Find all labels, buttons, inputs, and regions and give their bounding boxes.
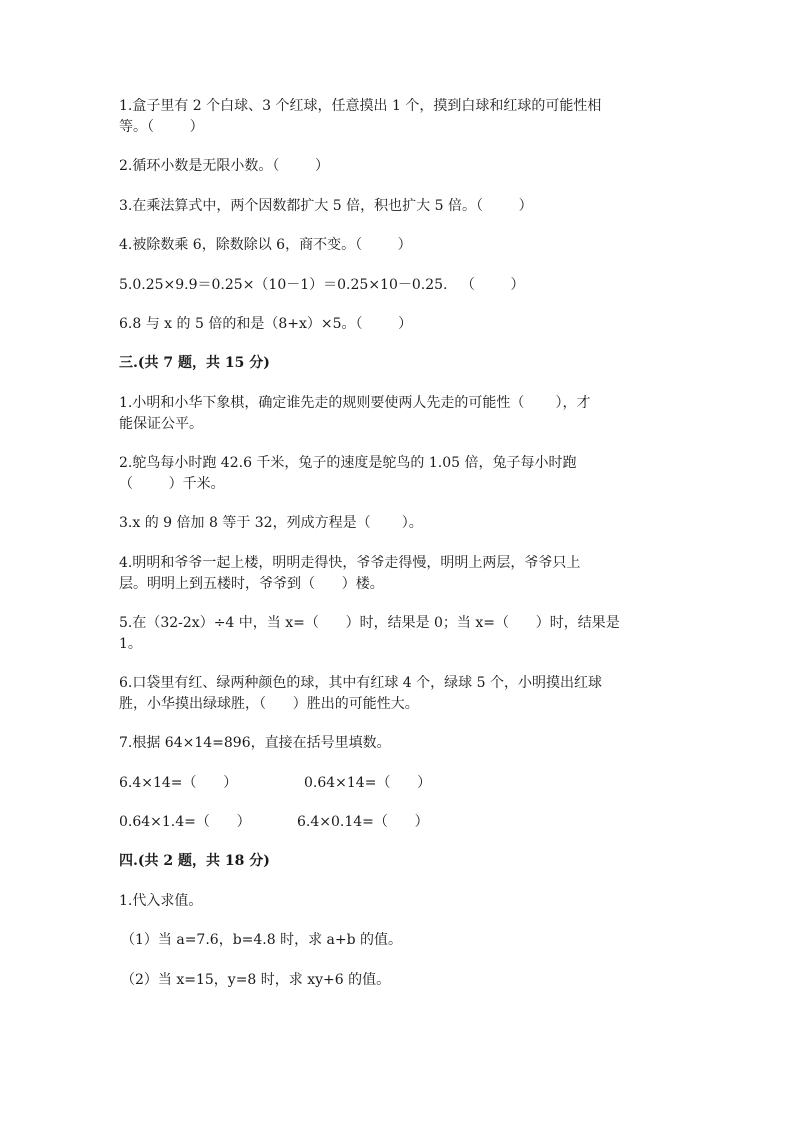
judge-q1-line2: 等。（ ） [119, 119, 204, 135]
fill-q2-line1: 2.鸵鸟每小时跑 42.6 千米，兔子的速度是鸵鸟的 1.05 倍，兔子每小时跑 [119, 455, 577, 471]
fill-q5-line1: 5.在（32-2x）÷4 中，当 x=（ ）时，结果是 0；当 x=（ ）时，结果是 [119, 615, 620, 631]
fill-q1-line1: 1.小明和小华下象棋，确定谁先走的规则要使两人先走的可能性（ ），才 [119, 395, 591, 411]
fill-q3: 3.x 的 9 倍加 8 等于 32，列成方程是（ ）。 [119, 515, 423, 531]
fill-q6-line2: 胜，小华摸出绿球胜，（ ）胜出的可能性大。 [119, 696, 419, 712]
fill-q4-line2: 层。明明上到五楼时，爷爷到（ ）楼。 [119, 576, 384, 592]
judge-q2: 2.循环小数是无限小数。（ ） [119, 158, 329, 174]
fill-q7-item-d: 6.4×0.14=（ ） [297, 814, 429, 830]
fill-q7-item-a: 6.4×14=（ ） [119, 775, 238, 791]
judge-q1-line1: 1.盒子里有 2 个白球、3 个红球，任意摸出 1 个，摸到白球和红球的可能性相 [119, 98, 602, 114]
fill-q7-item-b: 0.64×14=（ ） [304, 775, 432, 791]
calc-q1-part1: （1）当 a=7.6，b=4.8 时，求 a+b 的值。 [121, 932, 403, 948]
fill-q2-line2: （ ）千米。 [119, 476, 225, 492]
calc-q1-title: 1.代入求值。 [119, 893, 203, 909]
fill-q6-line1: 6.口袋里有红、绿两种颜色的球，其中有红球 4 个，绿球 5 个，小明摸出红球 [119, 675, 602, 691]
judge-q4: 4.被除数乘 6，除数除以 6，商不变。（ ） [119, 237, 412, 253]
fill-q1-line2: 能保证公平。 [119, 416, 203, 432]
section-three-heading: 三.(共 7 题，共 15 分) [119, 355, 270, 371]
section-four-heading: 四.(共 2 题，共 18 分) [119, 853, 270, 869]
calc-q1-part2: （2）当 x=15，y=8 时，求 xy+6 的值。 [121, 972, 391, 988]
judge-q3: 3.在乘法算式中，两个因数都扩大 5 倍，积也扩大 5 倍。（ ） [119, 198, 533, 214]
judge-q6: 6.8 与 x 的 5 倍的和是（8+x）×5。（ ） [119, 316, 413, 332]
judge-q5: 5.0.25×9.9＝0.25×（10－1）＝0.25×10－0.25. （ ） [119, 277, 525, 293]
fill-q5-line2: 1。 [119, 636, 142, 652]
fill-q4-line1: 4.明明和爷爷一起上楼，明明走得快，爷爷走得慢，明明上两层，爷爷只上 [119, 555, 581, 571]
fill-q7-intro: 7.根据 64×14=896，直接在括号里填数。 [119, 735, 391, 751]
fill-q7-item-c: 0.64×1.4=（ ） [119, 814, 251, 830]
